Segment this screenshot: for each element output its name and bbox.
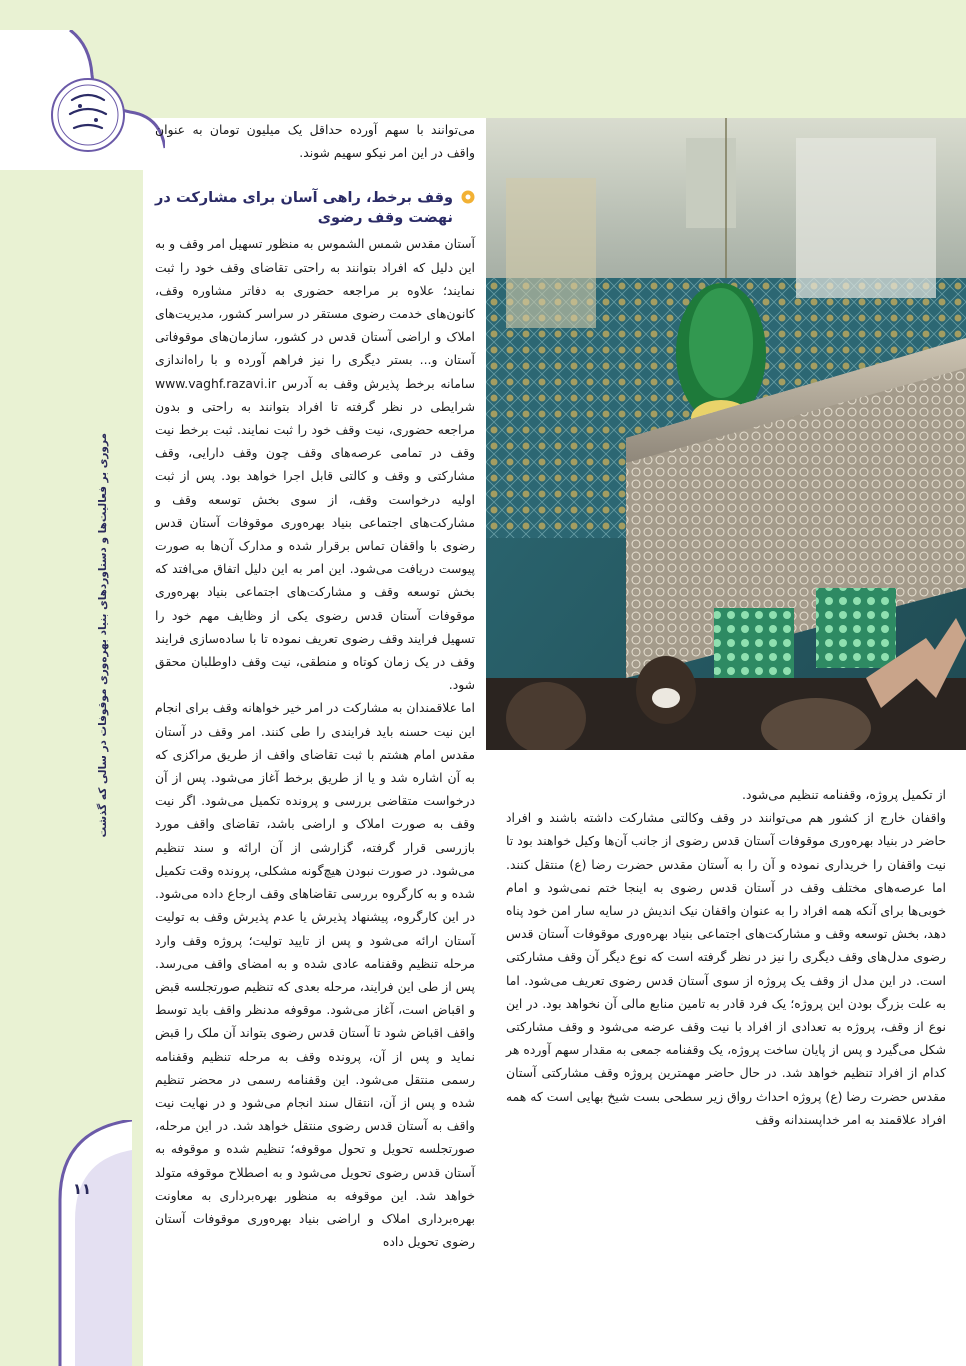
flower-bullet-icon bbox=[461, 190, 475, 204]
body-paragraph: آستان مقدس شمس الشموس به منظور تسهیل امر وقف و به این دلیل که افراد بتوانند به راحتی تقاضای وقف خود را ثبت نمایند؛ علاوه بر مراجعه حضوری به دفاتر مشاوره وقف، کانون‌های خدمت رضوی مستقر در سراسر کشور، مدیریت‌های املاک و اراضی آستان قدس در کشور، سازمان‌های موقوفاتی آستان و... بستر دیگری را نیز فراهم آورده و با راه‌اندازی سامانه برخط پذیرش وقف به آدرس www.vaghf.razavi.ir شرایطی در نظر گرفته تا افراد بتوانند به راحتی و بدون مراجعه حضوری، نیت وقف خود را ثبت نمایند. ثبت برخط نیت وقف در تمامی عرصه‌های وقف چون وقف دارایی، وقف مشارکتی و وقف و کالتی قابل اجرا خواهد بود. پس از ثبت اولیه درخواست وقف، از سوی بخش توسعه وقف و مشارکت‌های اجتماعی بنیاد بهره‌وری موقوفات آستان قدس رضوی با واقفان تماس برقرار شده و مدارک آن‌ها به صورت پیوست دریافت می‌شود. این امر به این دلیل اتفاق می‌افتد که بخش توسعه وقف و مشارکت‌های اجتماعی بنیاد بهره‌وری موقوفات آستان قدس رضوی یکی از وظایف مهم خود را تسهیل فرایند وقف رضوی تعریف نموده تا با ساده‌سازی فرایند وقف در یک زمان کوتاه و منطقی، نیت وقف داوطلبان محقق شود. bbox=[155, 236, 475, 693]
shrine-photo bbox=[486, 118, 966, 750]
body-paragraph: اما علاقمندان به مشارکت در امر خیر خواهانه وقف برای انجام این نیت حسنه باید فرایندی را طی کنند. امر وقف در آستان مقدس امام هشتم با ثبت تقاضای واقف از طریق مراکزی که به آن اشاره شد و یا از طریق برخط آغاز می‌شود. پس از آن درخواست متقاضی بررسی و پرونده تکمیل می‌شود. اگر نیت وقف به صورت املاک و اراضی باشد، تقاضای واقف مورد بازرسی قرار گرفته، گزارشی از آن ارائه و سند تنظیم می‌شود. در صورت نبودن هیچ‌گونه مشکلی، پرونده وقت تکمیل شده و به کارگروه بررسی تقاضاهای وقف ارجاع داده می‌شود. در این کارگروه، پیشنهاد پذیرش یا عدم پذیرش وقف به تولیت آستان ارائه می‌شود و پس از تایید تولیت؛ پروژه وقف وارد مرحله تنظیم وقفنامه عادی شده و به امضای واقف می‌رسد. پس از طی این فرایند، مرحله بعدی که تنظیم صورتجلسه قبض و اقباض است، آغاز می‌شود. موقوفه مدنظر واقف باید توسط واقف اقباض شود تا آستان قدس رضوی بتواند آن ملک را قبض نماید و پس از آن، پرونده وقف به مرحله تنظیم وقفنامه رسمی منتقل می‌شود. این وقفنامه رسمی در محضر تنظیم شده و پس از آن، انتقال سند انجام می‌شود و در نهایت نیت واقف به آستان قدس رضوی منتقل خواهد شد. در این مرحله، صورتجلسه تحویل و تحول موقوفه؛ تنظیم شده و موقوفه به آستان قدس رضوی تحویل می‌شود و به اصطلاح موقوفه متولد خواهد شد. این موقوفه به منظور بهره‌برداری به معاونت بهره‌برداری املاک و اراضی بنیاد بهره‌وری موقوفات آستان رضوی تحویل داده bbox=[155, 700, 475, 1250]
article-column-right bbox=[155, 118, 475, 1253]
page-number: ۱۱ bbox=[72, 1180, 92, 1198]
running-head: مروری بر فعالیت‌ها و دستاوردهای بنیاد بهره‌وری موقوفات در سالی که گذشت bbox=[97, 432, 109, 838]
top-band bbox=[133, 0, 966, 118]
medallion-logo-icon bbox=[0, 30, 165, 170]
body-paragraph: از تکمیل پروژه، وقفنامه تنظیم می‌شود. bbox=[742, 787, 946, 802]
intro-paragraph: می‌توانند با سهم آورده حداقل یک میلیون تومان به عنوان واقف در این امر نیکو سهیم شوند. bbox=[155, 122, 475, 161]
page-tab bbox=[0, 1120, 132, 1366]
body-paragraph: واقفان خارج از کشور هم می‌توانند در وقف وکالتی مشارکت داشته باشند و افراد حاضر در بنیاد بهره‌وری موقوفات آستان قدس رضوی از جانب آن‌ها وکیل خواهند بود تا نیت واقفان را خریداری نموده و آن را به آستان مقدس حضرت رضا (ع) منتقل کنند. اما عرصه‌های مختلف وقف در آستان قدس رضوی به اینجا ختم نمی‌شود و امام خوبی‌ها برای آنکه همه افراد را به عنوان واقفان نیک اندیش در سایه سار امن خود پناه دهد، بخش توسعه وقف و مشارکت‌های اجتماعی بنیاد بهره‌وری موقوفات آستان قدس رضوی مدل‌های وقف دیگری را نیز در نظر گرفته است که نوع دیگر آن وقف مشارکتی است. در این مدل از وقف یک پروژه از سوی آستان قدس رضوی تعریف می‌شود. اما به علت بزرگ بودن این پروژه؛ یک فرد قادر به تامین منابع مالی آن نخواهد بود. در این نوع از وقف، پروژه به تعدادی از افراد با نیت وقف عرضه می‌شود و وقف مشارکتی شکل می‌گیرد و پس از پایان ساخت پروژه، یک وقفنامه جمعی به مقدار سهم آورده هر کدام از افراد تنظیم خواهد شد. در حال حاضر مهمترین پروژه وقف مشارکتی آستان مقدس حضرت رضا (ع) پروژه احداث رواق زیر سطحی بست شیخ بهایی است که همه افراد علاقمند به امر خداپسندانه وقف bbox=[506, 810, 946, 1127]
left-band bbox=[133, 118, 143, 1366]
section-heading-text: وقف برخط، راهی آسان برای مشارکت در نهضت وقف رضوی bbox=[155, 190, 453, 227]
section-heading bbox=[155, 188, 475, 228]
shrine-interior-illustration bbox=[486, 118, 966, 750]
article-column-left bbox=[506, 783, 946, 1131]
